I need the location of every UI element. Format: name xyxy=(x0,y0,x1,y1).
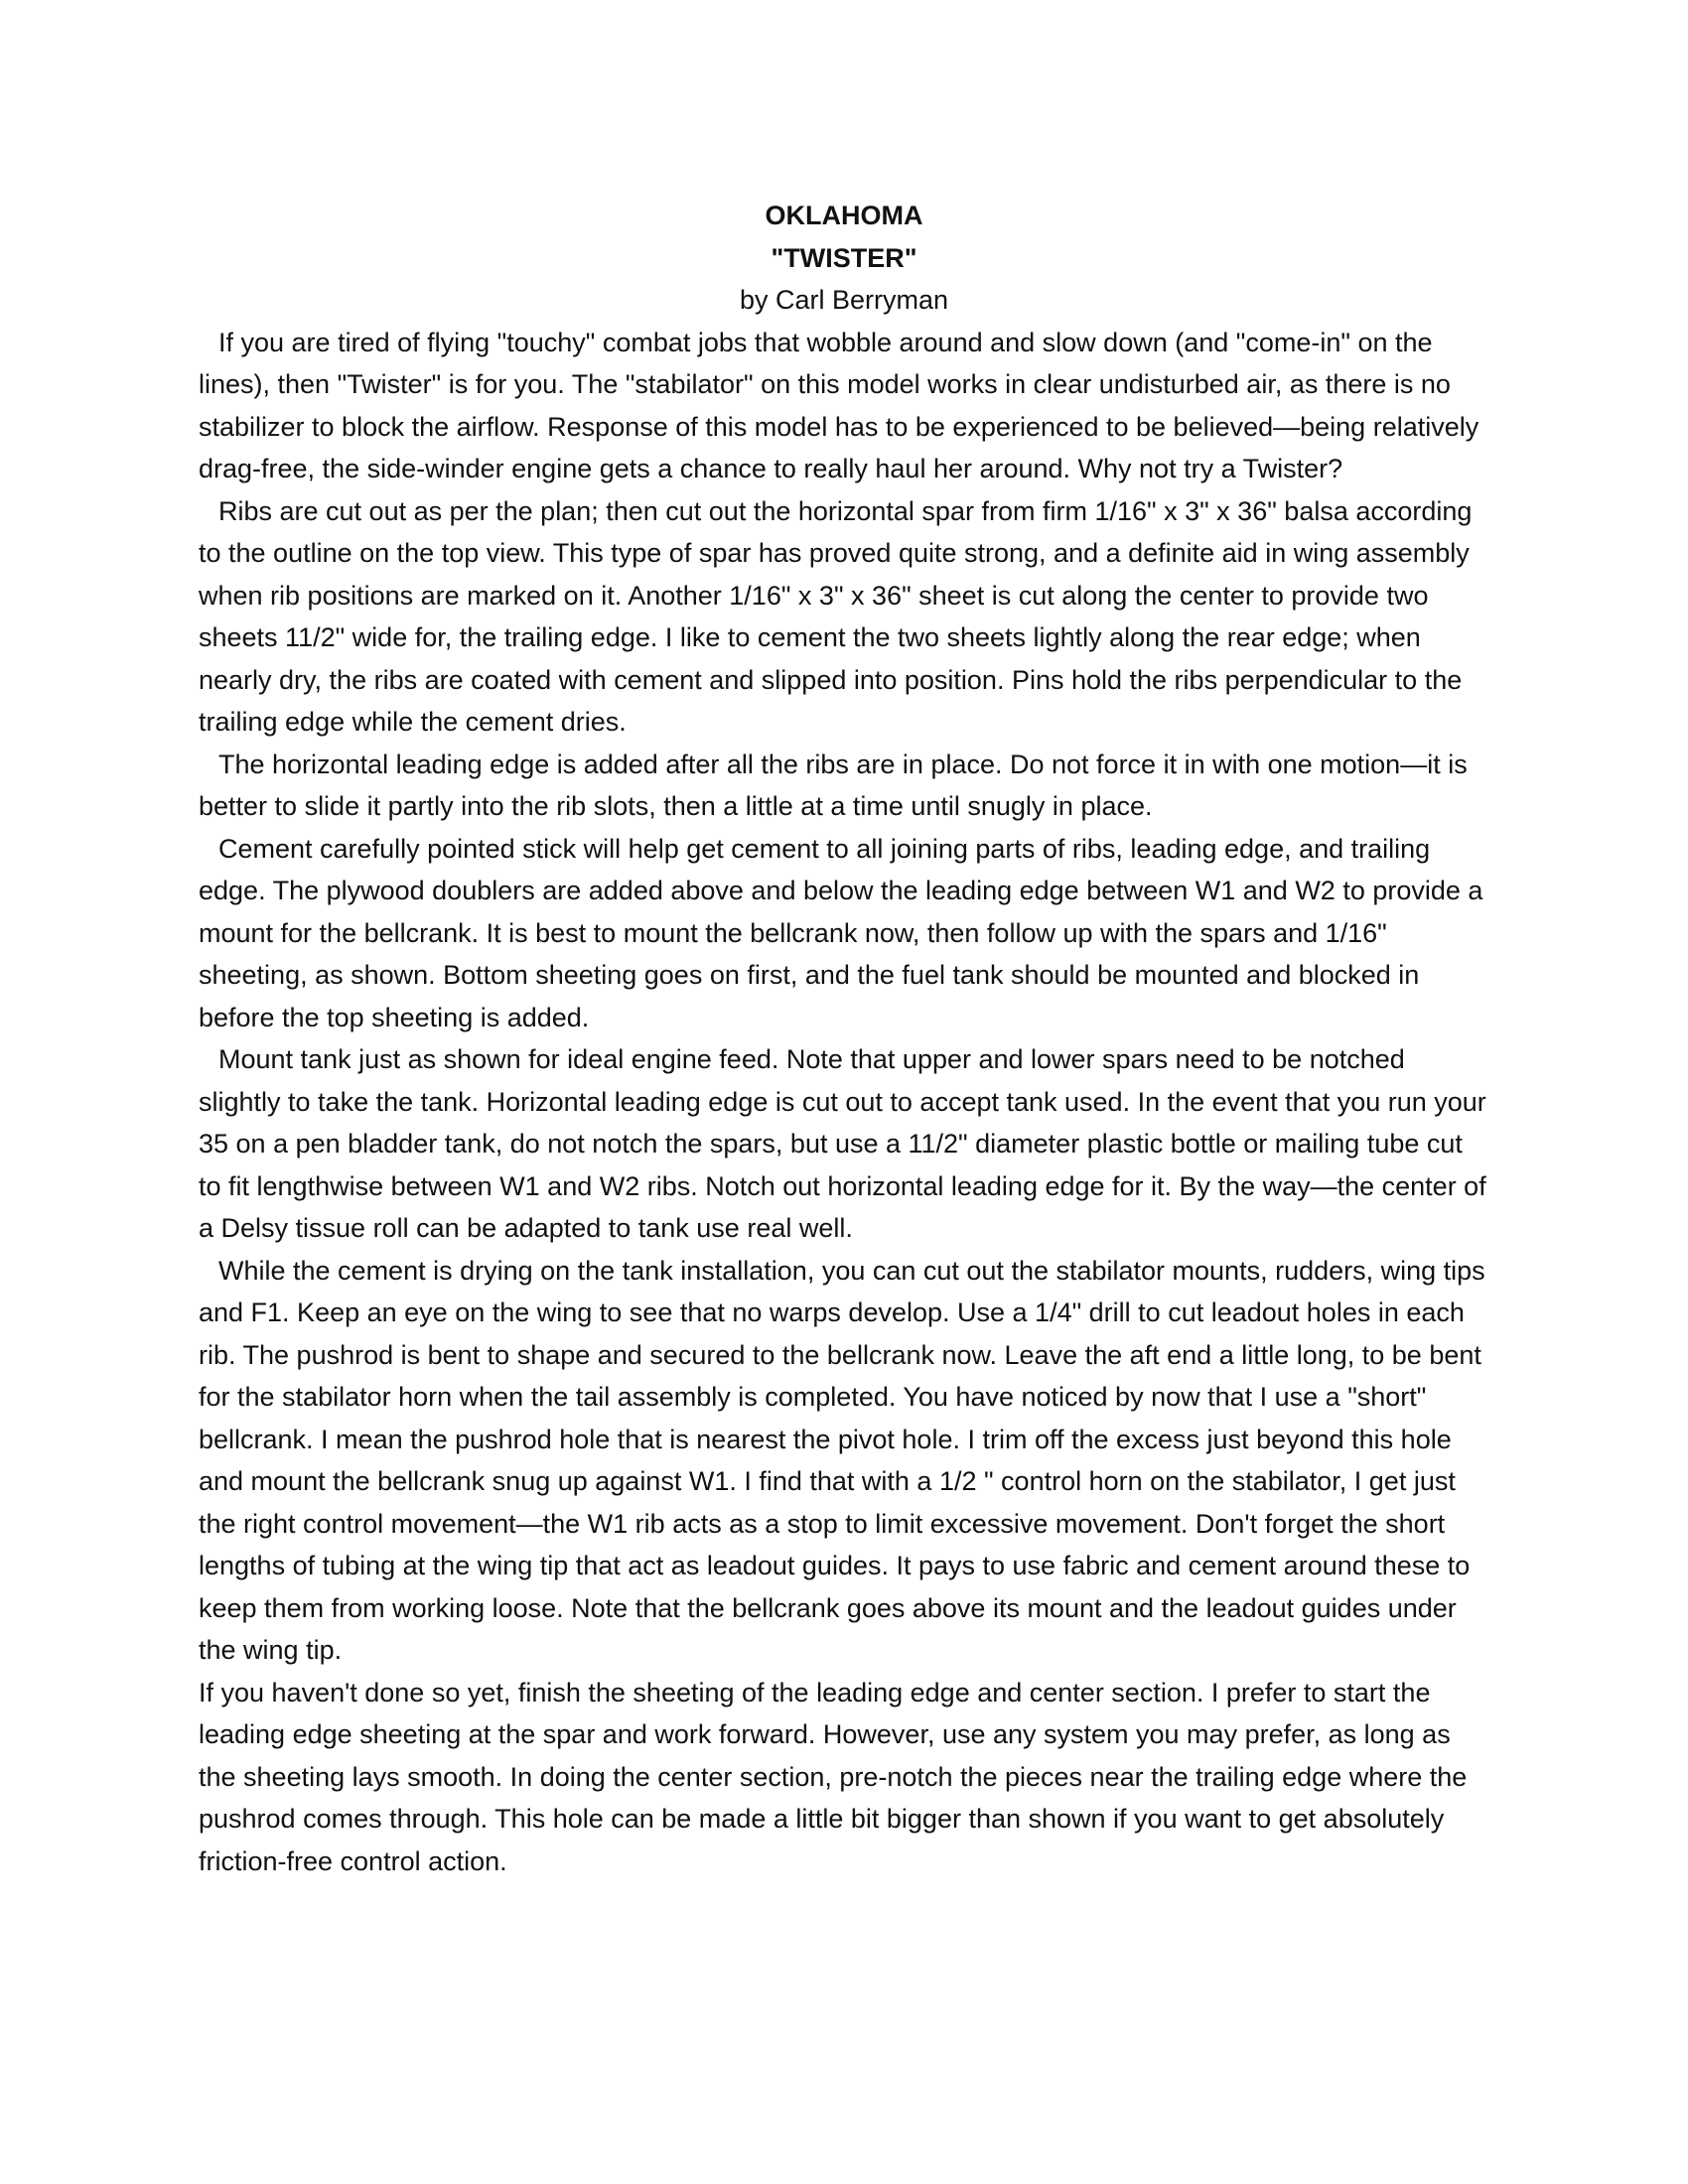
paragraph-leading-edge: The horizontal leading edge is added after all the ribs are in place. Do not force it in with one motion—it is better to slide it partly into the rib slots, then a little at a time until snugly in place. xyxy=(199,749,1468,821)
paragraph-ribs: Ribs are cut out as per the plan; then cut out the horizontal spar from firm 1/16" x 3" x 36" balsa according to the outline on the top view. This type of spar has proved quite strong, and a definite aid in wing assembly when rib positions are marked on it. Another 1/16" x 3" x 36" sheet is cut along the center to provide two sheets 11/2" wide for, the trailing edge. I like to cement the two sheets lightly along the rear edge; when nearly dry, the ribs are coated with cement and slipped into position. Pins hold the ribs perpendicular to the trailing edge while the cement dries. xyxy=(199,495,1473,737)
document-page xyxy=(199,195,1489,1882)
paragraph-tank: Mount tank just as shown for ideal engine feed. Note that upper and lower spars need to be notched slightly to take the tank. Horizontal leading edge is cut out to accept tank used. In the event that you run your 35 on a pen bladder tank, do not notch the spars, but use a 11/2" diameter plastic bottle or mailing tube cut to fit lengthwise between W1 and W2 ribs. Notch out horizontal leading edge for it. By the way—the center of a Delsy tissue roll can be adapted to tank use real well. xyxy=(199,1044,1486,1243)
paragraph-cement: Cement carefully pointed stick will help get cement to all joining parts of ribs, leading edge, and trailing edge. The plywood doublers are added above and below the leading edge between W1 and W2 to provide a mount for the bellcrank. It is best to mount the bellcrank now, then follow up with the spars and 1/16" sheeting, as shown. Bottom sheeting goes on first, and the fuel tank should be mounted and blocked in before the top sheeting is added. xyxy=(199,833,1483,1032)
paragraph-sheeting: If you haven't done so yet, finish the sheeting of the leading edge and center section. I prefer to start the leading edge sheeting at the spar and work forward. However, use any system you may prefer, as long as the sheeting lays smooth. In doing the center section, pre-notch the pieces near the trailing edge where the pushrod comes through. This hole can be made a little bit bigger than shown if you want to get absolutely friction-free control action. xyxy=(199,1677,1468,1876)
title-line-1: OKLAHOMA xyxy=(765,201,923,230)
byline: by Carl Berryman xyxy=(739,285,949,315)
title-line-2: "TWISTER" xyxy=(771,242,917,273)
paragraph-intro: If you are tired of flying "touchy" combat jobs that wobble around and slow down (and "come-in" on the lines), then "Twister" is for you. The "stabilator" on this model works in clear undisturbed air, as there is no stabilizer to block the airflow. Response of this model has to be experienced to be believed—being relatively drag-free, the side-winder engine gets a chance to really haul her around. Why not try a Twister? xyxy=(199,327,1479,483)
paragraph-stabilator: While the cement is drying on the tank installation, you can cut out the stabilator mounts, rudders, wing tips and F1. Keep an eye on the wing to see that no warps develop. Use a 1/4" drill to cut leadout holes in each rib. The pushrod is bent to shape and secured to the bellcrank now. Leave the aft end a little long, to be bent for the stabilator horn when the tail assembly is completed. You have noticed by now that I use a "short" bellcrank. I mean the pushrod hole that is nearest the pivot hole. I trim off the excess just beyond this hole and mount the bellcrank snug up against W1. I find that with a 1/2 " control horn on the stabilator, I get just the right control movement—the W1 rib acts as a stop to limit excessive movement. Don't forget the short lengths of tubing at the wing tip that act as leadout guides. It pays to use fabric and cement around these to keep them from working loose. Note that the bellcrank goes above its mount and the leadout guides under the wing tip. xyxy=(199,1255,1485,1665)
